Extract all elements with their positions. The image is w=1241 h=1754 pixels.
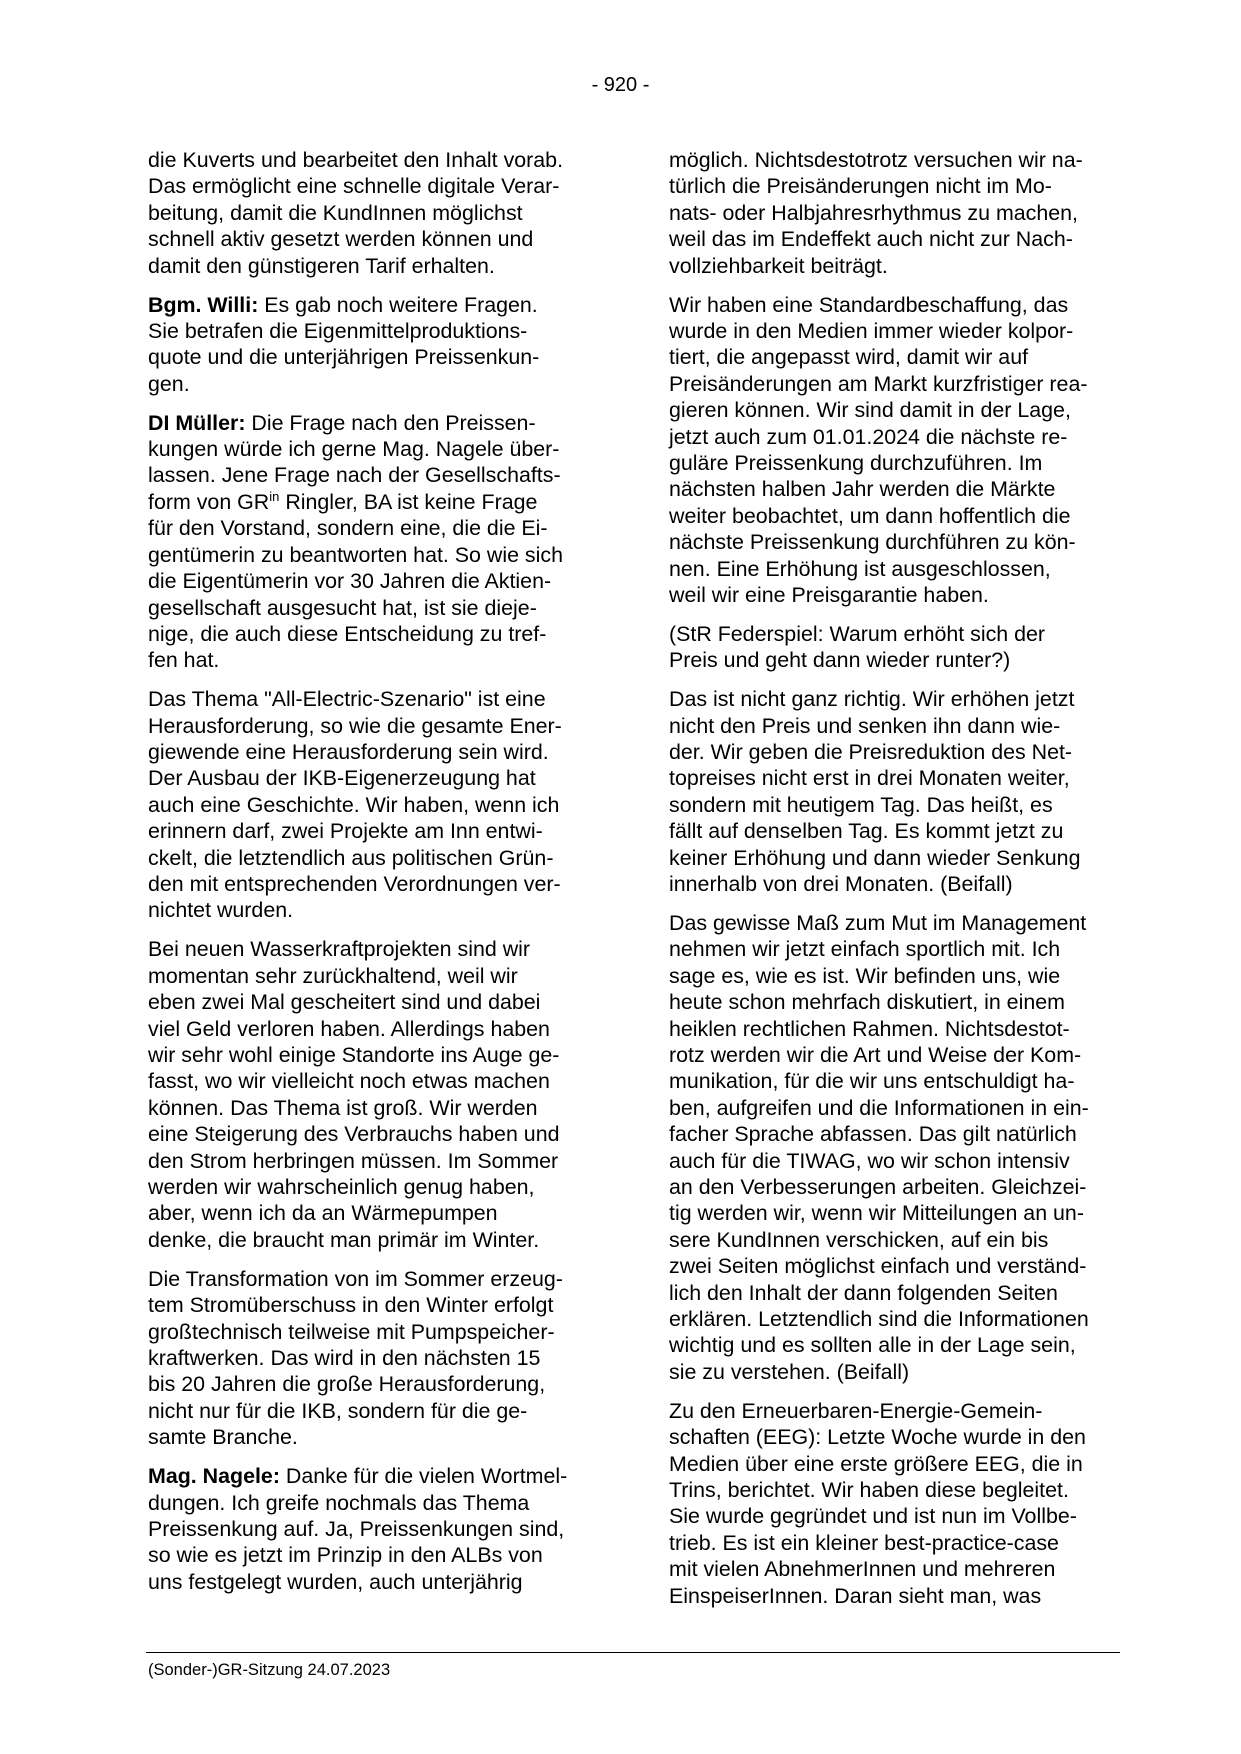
- paragraph: [148, 1463, 598, 1595]
- paragraph: Das gewisse Maß zum Mut im Management nehmen wir jetzt einfach sportlich mit. Ich sage es, wie es ist. Wir befinden uns, wie heute schon mehrfach diskutiert, in einem heiklen rechtlichen Rahmen. Nichtsdestot- rotz werden wir die Art und Weise der Kom- munikation, für die wir uns entschuldigt ha- ben, aufgreifen und die Informationen in ein- facher Sprache abfassen. Das gilt natürlich auch für die TIWAG, wo wir schon intensiv an den Verbesserungen arbeiten. Gleichzei- tig werden wir, wenn wir Mitteilungen an un- sere KundInnen verschicken, auf ein bis zwei Seiten möglichst einfach und verständ- lich den Inhalt der dann folgenden Seiten erklären. Letztendlich sind die Informationen wichtig und es sollten alle in der Lage sein, sie zu verstehen. (Beifall): [669, 910, 1089, 1384]
- right-column: [669, 147, 1119, 1622]
- paragraph: Wir haben eine Standardbeschaffung, das wurde in den Medien immer wieder kolpor- tiert, die angepasst wird, damit wir auf Preisänderungen am Markt kurzfristiger rea- gieren können. Wir sind damit in der Lage, jetzt auch zum 01.01.2024 die nächste re- guläre Preissenkung durchzuführen. Im nächsten halben Jahr werden die Märkte weiter beobachtet, um dann hoffentlich die nächste Preissenkung durchführen zu kön- nen. Eine Erhöhung ist ausgeschlossen, weil wir eine Preisgarantie haben.: [669, 292, 1088, 607]
- paragraph: möglich. Nichtsdestotrotz versuchen wir na- türlich die Preisänderungen nicht im Mo- nats- oder Halbjahresrhythmus zu machen, weil das im Endeffekt auch nicht zur Nach- vollziehbarkeit beiträgt.: [669, 148, 1083, 278]
- paragraph: Zu den Erneuerbaren-Energie-Gemein- schaften (EEG): Letzte Woche wurde in den Medien über eine erste größere EEG, die in Trins, berichtet. Wir haben diese begleitet. Sie wurde gegründet und ist nun im Vollbe- trieb. Es ist ein kleiner best-practice-case mit vielen AbnehmerInnen und mehreren EinspeiserInnen. Daran sieht man, was: [669, 1398, 1086, 1608]
- footer-text: (Sonder-)GR-Sitzung 24.07.2023: [148, 1661, 391, 1679]
- paragraph: Das ist nicht ganz richtig. Wir erhöhen jetzt nicht den Preis und senken ihn dann wie- der. Wir geben die Preisreduktion des Net- topreises nicht erst in drei Monaten weiter, sondern mit heutigem Tag. Das heißt, es fällt auf denselben Tag. Es kommt jetzt zu keiner Erhöhung und dann wieder Senkung innerhalb von drei Monaten. (Beifall): [669, 687, 1081, 897]
- paragraph-text: Sie betrafen die Eigenmittelproduktions- quote und die unterjährigen Preissenkun- gen.: [148, 318, 540, 396]
- footer-divider: [146, 1652, 1120, 1653]
- speaker-name: Mag. Nagele:: [148, 1464, 280, 1489]
- paragraph-text: Danke für die vielen Wortmel-: [279, 1464, 568, 1489]
- interjection: (StR Federspiel: Warum erhöht sich der Preis und geht dann wieder runter?): [669, 621, 1046, 673]
- paragraph-text: Ringler, BA ist keine Frage: [279, 489, 538, 514]
- paragraph-text: Es gab noch weitere Fragen.: [258, 292, 538, 317]
- paragraph: Bei neuen Wasserkraftprojekten sind wir momentan sehr zurückhaltend, weil wir eben zwei Mal gescheitert sind und dabei viel Geld verloren haben. Allerdings haben wir sehr wohl einige Standorte ins Auge ge- fasst, wo wir vielleicht noch etwas machen können. Das Thema ist groß. Wir werden eine Steigerung des Verbrauchs haben und den Strom herbringen müssen. Im Sommer werden wir wahrscheinlich genug haben, aber, wenn ich da an Wärmepumpen denke, die braucht man primär im Winter.: [148, 937, 560, 1252]
- paragraph: [148, 410, 598, 674]
- paragraph-text: für den Vorstand, sondern eine, die die Ei- gentümerin zu beantworten hat. So wie sich die Eigentümerin vor 30 Jahren die Aktien- gesellschaft ausgesucht hat, ist sie dieje- nige, die auch diese Entscheidung zu tref- fen hat.: [148, 516, 563, 673]
- paragraph-text: kungen würde ich gerne Mag. Nagele über- lassen. Jene Frage nach der Gesellschafts-: [148, 437, 561, 488]
- superscript: in: [269, 488, 280, 504]
- paragraph: [148, 292, 598, 398]
- paragraph: Die Transformation von im Sommer erzeug- tem Stromüberschuss in den Winter erfolgt großtechnisch teilweise mit Pumpspeicher- kraftwerken. Das wird in den nächsten 15 bis 20 Jahren die große Herausforderung, nicht nur für die IKB, sondern für die ge- samte Branche.: [148, 1266, 563, 1450]
- paragraph-text: form von GR: [148, 489, 270, 514]
- speaker-name: Bgm. Willi:: [148, 292, 259, 317]
- page-number: - 920 -: [591, 74, 650, 96]
- paragraph-text: dungen. Ich greife nochmals das Thema Preissenkung auf. Ja, Preissenkungen sind, so wie es jetzt im Prinzip in den ALBs von uns festgelegt wurden, auch unterjährig: [148, 1490, 565, 1594]
- left-column: [148, 147, 598, 1608]
- paragraph-text: Die Frage nach den Preissen-: [245, 410, 536, 435]
- speaker-name: DI Müller:: [148, 410, 246, 435]
- paragraph: Das Thema "All-Electric-Szenario" ist eine Herausforderung, so wie die gesamte Ener- giewende eine Herausforderung sein wird. Der Ausbau der IKB-Eigenerzeugung hat auch eine Geschichte. Wir haben, wenn ich erinnern darf, zwei Projekte am Inn entwi- ckelt, die letztendlich aus politischen Grün- den mit entsprechenden Verordnungen ver- nichtet wurden.: [148, 687, 562, 923]
- paragraph: die Kuverts und bearbeitet den Inhalt vorab. Das ermöglicht eine schnelle digitale Verar- beitung, damit die KundInnen möglichst schnell aktiv gesetzt werden können und damit den günstigeren Tarif erhalten.: [148, 148, 564, 278]
